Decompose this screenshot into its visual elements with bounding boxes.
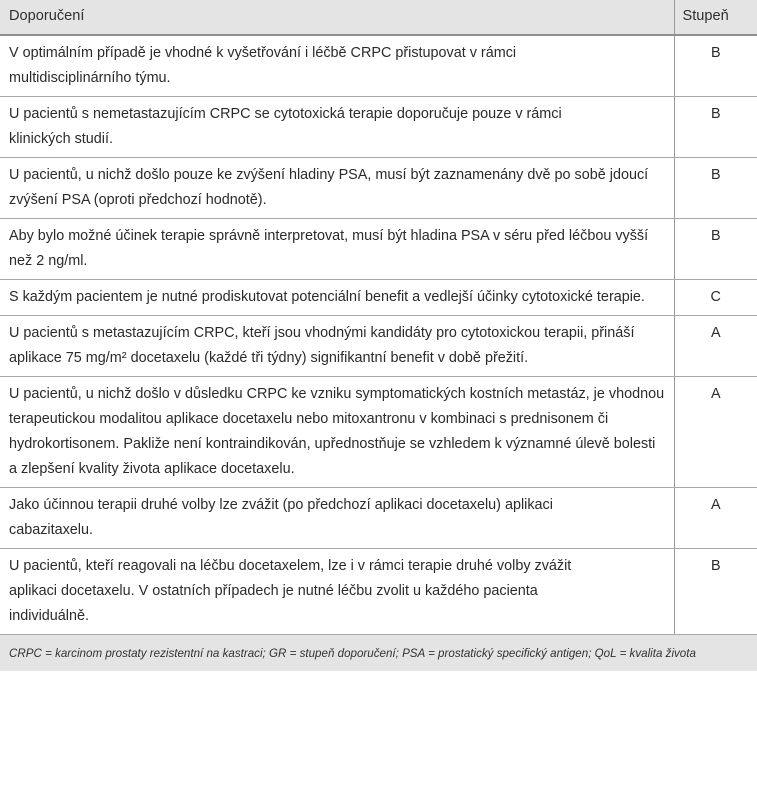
- table-row: [0, 280, 757, 316]
- recommendation-text: Aby bylo možné účinek terapie správně interpretovat, musí být hladina PSA v séru před léčbou vyšší než 2 ng/ml.: [0, 219, 674, 280]
- table-row: [0, 219, 757, 280]
- table-header-row: [0, 0, 757, 35]
- recommendation-text: V optimálním případě je vhodné k vyšetřování i léčbě CRPC přistupovat v rámci multidisciplinárního týmu.: [0, 35, 674, 97]
- recommendation-text: S každým pacientem je nutné prodiskutovat potenciální benefit a vedlejší účinky cytotoxické terapie.: [0, 280, 674, 316]
- header-grade: Stupeň: [674, 0, 757, 35]
- recommendation-grade: B: [674, 549, 757, 635]
- recommendation-text: U pacientů, u nichž došlo v důsledku CRPC ke vzniku symptomatických kostních metastáz, je vhodnou terapeutickou modalitou aplikace docetaxelu nebo mitoxantronu v kombinaci s prednisonem či hydrokortisonem. Pakliže není kontraindikován, upřednostňuje se vzhledem k významné úlevě bolesti a zlepšení kvality života aplikace docetaxelu.: [0, 377, 674, 488]
- recommendation-grade: A: [674, 377, 757, 488]
- recommendation-text: U pacientů, kteří reagovali na léčbu docetaxelem, lze i v rámci terapie druhé volby zvážit aplikaci docetaxelu. V ostatních případech je nutné léčbu zvolit u každého pacienta individuálně.: [0, 549, 674, 635]
- recommendation-grade: B: [674, 97, 757, 158]
- recommendation-text: U pacientů s nemetastazujícím CRPC se cytotoxická terapie doporučuje pouze v rámci klinických studií.: [0, 97, 674, 158]
- recommendation-grade: B: [674, 219, 757, 280]
- table-footnote-row: [0, 635, 757, 672]
- table-row: [0, 549, 757, 635]
- recommendation-grade: A: [674, 316, 757, 377]
- table-row: [0, 316, 757, 377]
- recommendation-text: U pacientů, u nichž došlo pouze ke zvýšení hladiny PSA, musí být zaznamenány dvě po sobě jdoucí zvýšení PSA (oproti předchozí hodnotě).: [0, 158, 674, 219]
- recommendation-grade: B: [674, 158, 757, 219]
- table-footnote: CRPC = karcinom prostaty rezistentní na kastraci; GR = stupeň doporučení; PSA = prostatický specifický antigen; QoL = kvalita života: [0, 635, 757, 672]
- table-row: [0, 488, 757, 549]
- table-row: [0, 35, 757, 97]
- recommendation-text: U pacientů s metastazujícím CRPC, kteří jsou vhodnými kandidáty pro cytotoxickou terapii, přináší aplikace 75 mg/m² docetaxelu (každé tři týdny) signifikantní benefit v době přežití.: [0, 316, 674, 377]
- header-recommendation: Doporučení: [0, 0, 674, 35]
- recommendation-text: Jako účinnou terapii druhé volby lze zvážit (po předchozí aplikaci docetaxelu) aplikaci cabazitaxelu.: [0, 488, 674, 549]
- table-row: [0, 158, 757, 219]
- recommendation-grade: C: [674, 280, 757, 316]
- recommendation-grade: B: [674, 35, 757, 97]
- table-row: [0, 377, 757, 488]
- recommendation-grade: A: [674, 488, 757, 549]
- table-row: [0, 97, 757, 158]
